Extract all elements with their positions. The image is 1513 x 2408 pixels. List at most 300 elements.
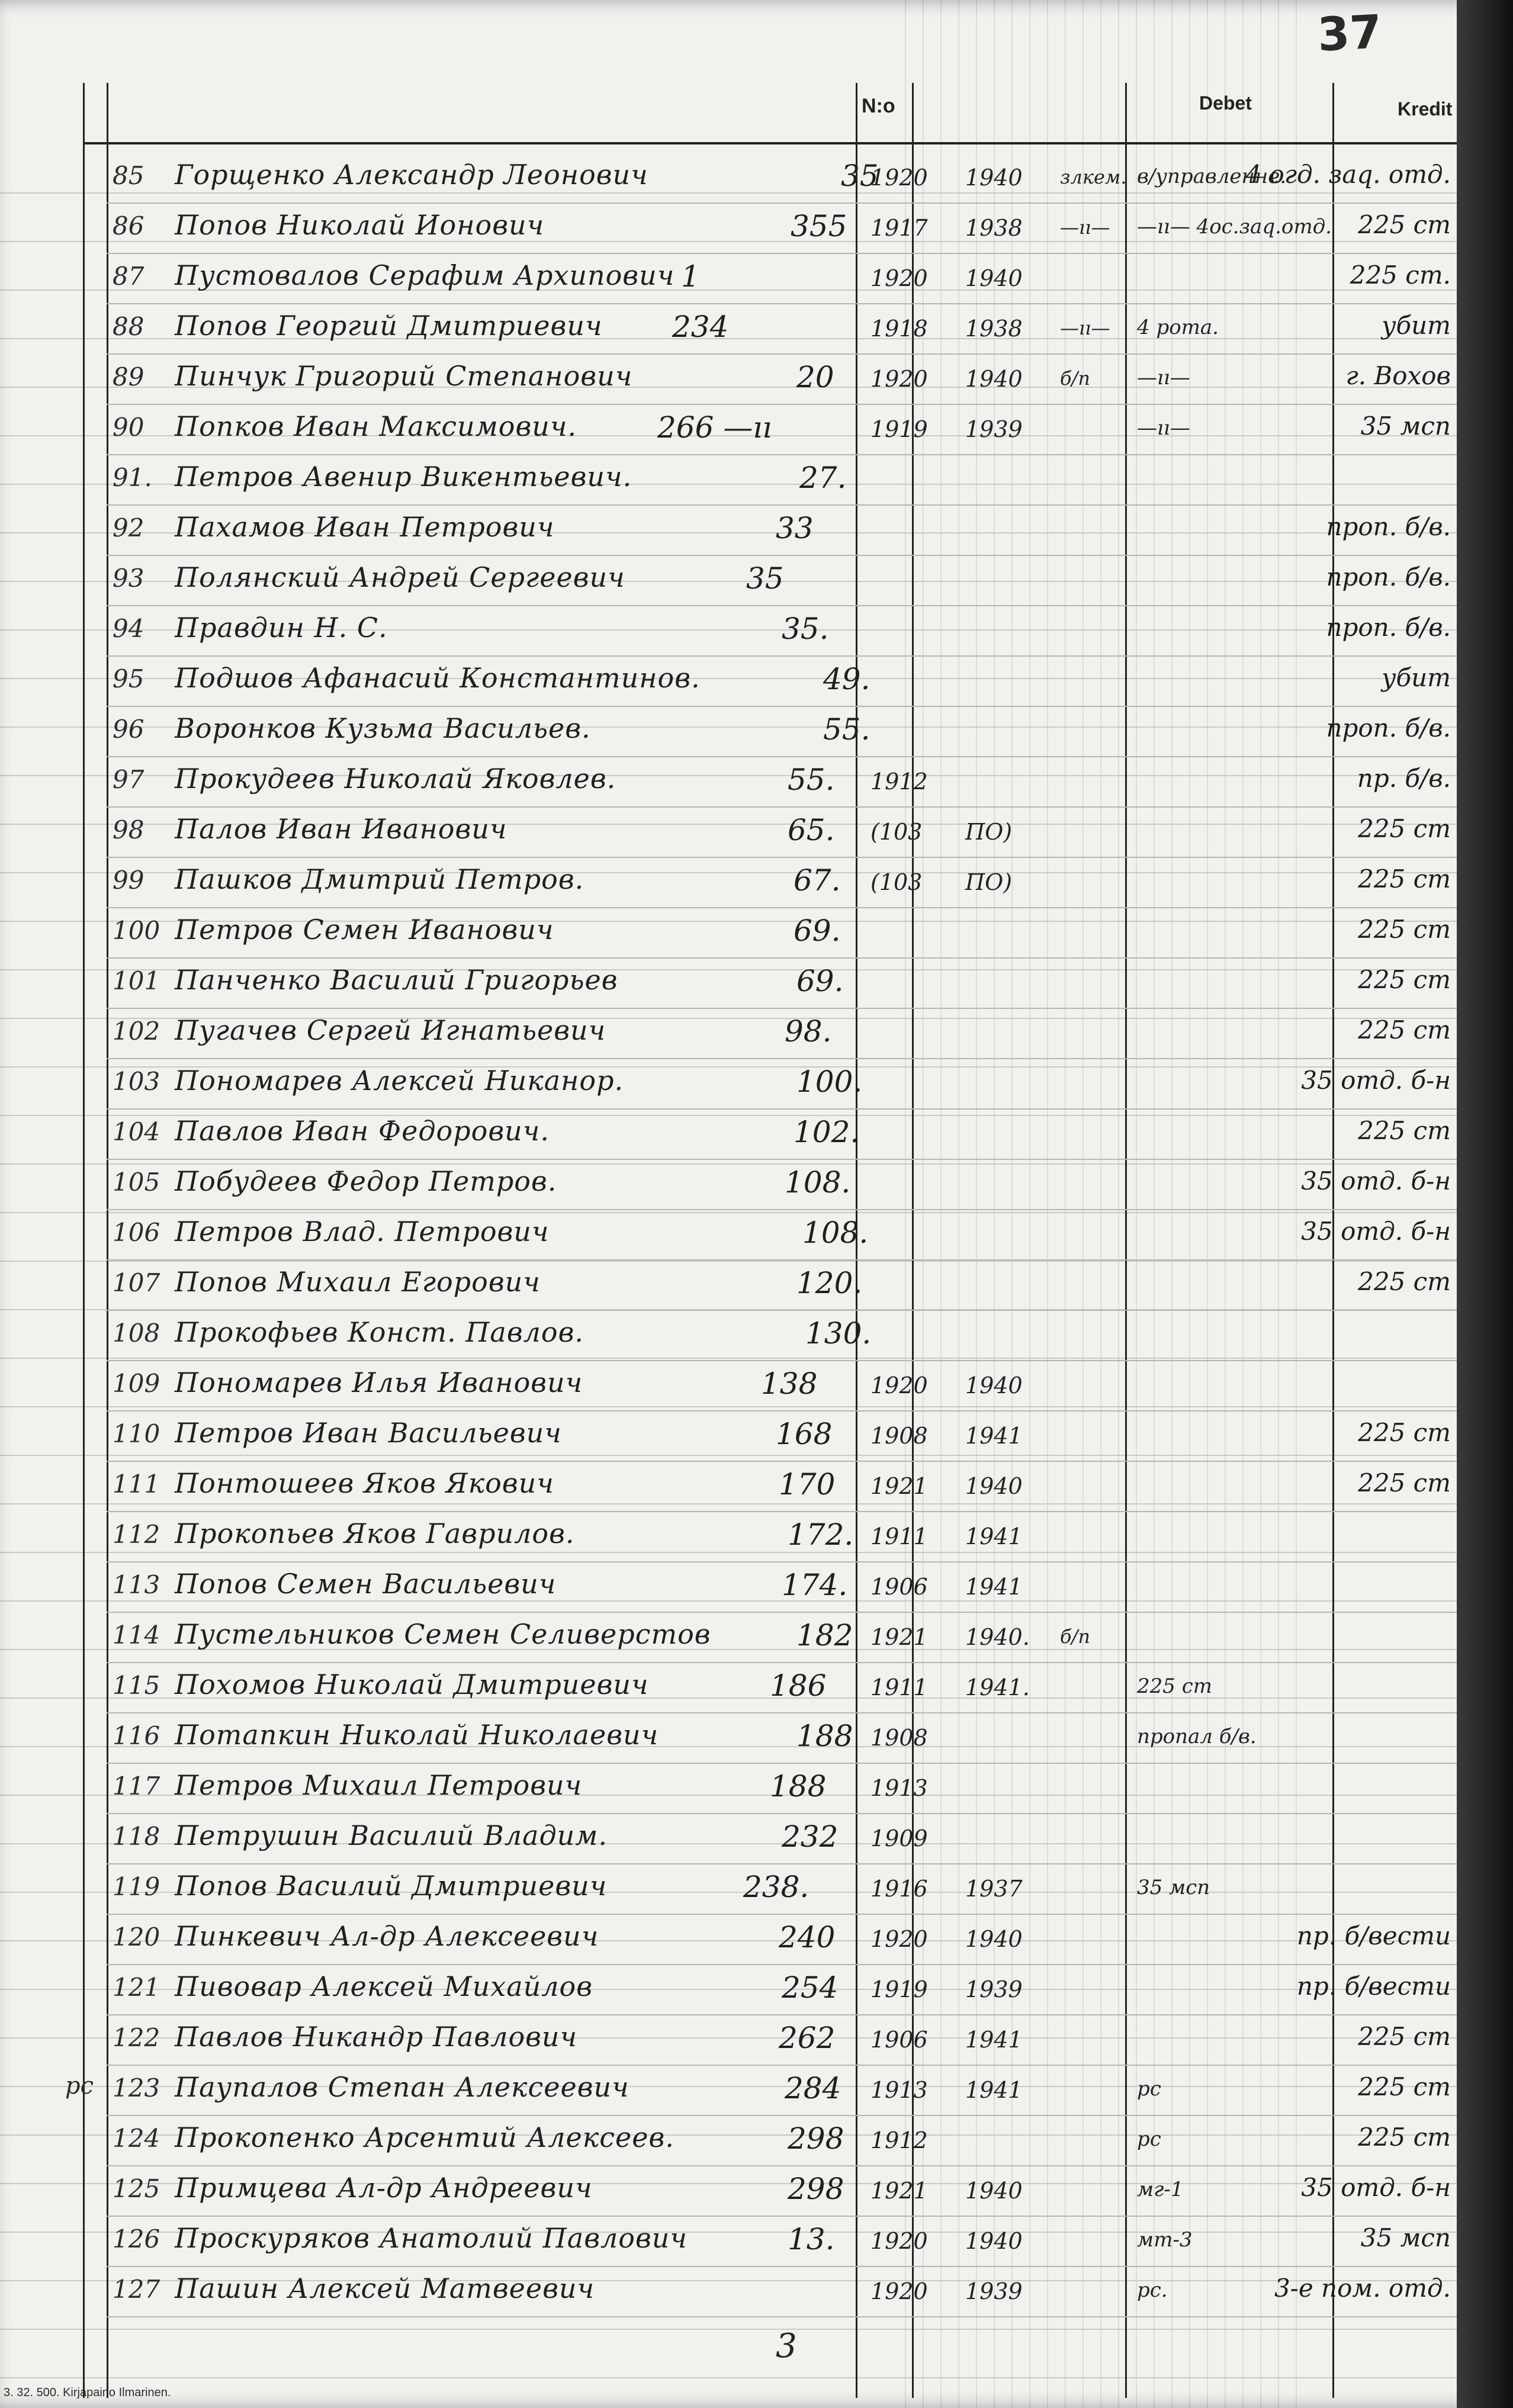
margin-note: рс: [65, 2072, 94, 2100]
kredit-entry: 225 ст: [1358, 1015, 1451, 1044]
call-up-year: 1940: [965, 2178, 1023, 2204]
person-name: Пономарев Илья Иванович: [175, 1367, 583, 1398]
register-number: 238.: [743, 1870, 809, 1904]
person-name: Пустельников Семен Селиверстов: [175, 1618, 711, 1650]
kredit-entry: 225 ст: [1358, 915, 1451, 944]
register-number: 298: [788, 2172, 844, 2206]
person-name: Попов Георгий Дмитриевич: [175, 310, 603, 342]
register-number: 108.: [802, 1216, 869, 1250]
row-number: 103: [113, 1067, 160, 1096]
header-rule: [83, 142, 1475, 144]
person-name: Петров Иван Васильевич: [175, 1417, 562, 1449]
row-number: 91.: [113, 463, 152, 492]
row-number: 121: [113, 1973, 160, 2002]
person-name: Попов Николай Ионович: [175, 209, 545, 241]
debet-entry: 225 ст: [1137, 1674, 1212, 1698]
table-row: [0, 2168, 1498, 2217]
row-rule: [107, 1763, 1463, 1764]
row-rule: [107, 1612, 1463, 1613]
register-number: 130.: [805, 1316, 872, 1351]
row-number: 119: [113, 1872, 160, 1901]
row-number: 96: [113, 715, 144, 744]
row-rule: [107, 655, 1463, 657]
row-rule: [107, 1159, 1463, 1160]
row-number: 118: [113, 1822, 160, 1851]
birth-year: 1920: [870, 2228, 928, 2254]
kredit-entry: проп. б/в.: [1326, 613, 1451, 642]
row-rule: [107, 907, 1463, 908]
register-number: 298: [788, 2121, 844, 2156]
row-rule: [107, 504, 1463, 506]
row-rule: [107, 1410, 1463, 1412]
row-number: 85: [113, 161, 144, 190]
row-rule: [107, 1914, 1463, 1915]
table-row: [0, 407, 1498, 455]
birth-year: 1920: [870, 165, 928, 191]
person-name: Петров Михаил Петрович: [175, 1769, 583, 1801]
kredit-entry: проп. б/в.: [1326, 713, 1451, 742]
kredit-entry: 35 отд. б-н: [1301, 2173, 1451, 2202]
row-rule: [107, 555, 1463, 556]
row-number: 101: [113, 966, 160, 995]
row-rule: [107, 857, 1463, 858]
kredit-entry: пр. б/вести: [1296, 1972, 1451, 2001]
kredit-entry: 225 ст: [1358, 1418, 1451, 1447]
row-number: 89: [113, 362, 144, 391]
kredit-entry: 225 ст: [1358, 814, 1451, 843]
register-number: 172.: [788, 1518, 854, 1552]
row-rule: [107, 957, 1463, 959]
birth-year: 1921: [870, 2178, 928, 2204]
debet-entry: мт-3: [1137, 2228, 1193, 2252]
register-number: 266 —ıı: [657, 410, 772, 445]
row-rule: [107, 454, 1463, 455]
table-row: [0, 1866, 1498, 1915]
call-up-year: 1941: [965, 2077, 1023, 2103]
row-number: 98: [113, 815, 144, 844]
call-up-year: 1937: [965, 1876, 1023, 1902]
header-debet: Debet: [1199, 92, 1252, 114]
call-up-year: 1941: [965, 1423, 1023, 1449]
row-rule: [107, 1058, 1463, 1059]
kredit-entry: 225 ст: [1358, 1267, 1451, 1296]
register-number: 35: [746, 561, 784, 596]
row-number: 87: [113, 262, 144, 291]
row-number: 127: [113, 2275, 160, 2304]
table-row: [0, 709, 1498, 757]
register-number: 240: [779, 1920, 836, 1954]
table-row: [0, 507, 1498, 556]
row-number: 92: [113, 513, 144, 542]
register-number: 69.: [794, 914, 841, 948]
kredit-entry: 35 мсп: [1360, 411, 1451, 441]
table-row: [0, 306, 1498, 355]
row-number: 88: [113, 312, 144, 341]
table-row: [0, 658, 1498, 707]
call-up-year: 1939: [965, 1976, 1023, 2002]
call-up-year: 1939: [965, 2278, 1023, 2304]
row-rule: [107, 2065, 1463, 2066]
call-up-year: 1940: [965, 1473, 1023, 1499]
register-number: 55.: [788, 763, 835, 797]
register-number: 55.: [823, 712, 870, 747]
printer-imprint: 3. 32. 500. Kirjapaino Ilmarinen.: [4, 2386, 171, 2399]
row-rule: [107, 353, 1463, 355]
person-name: Прокопенко Арсентий Алексеев.: [175, 2121, 674, 2153]
row-rule: [107, 1008, 1463, 1009]
person-name: Пашин Алексей Матвеевич: [175, 2272, 595, 2304]
row-rule: [107, 202, 1463, 204]
debet-entry: —ıı—: [1137, 416, 1190, 440]
birth-year: 1911: [870, 1674, 928, 1700]
table-row: [0, 1313, 1498, 1361]
call-up-year: 1938: [965, 316, 1023, 342]
row-rule: [107, 706, 1463, 707]
row-number: 93: [113, 564, 144, 593]
register-number: 65.: [788, 813, 835, 847]
call-up-year: 1940: [965, 165, 1023, 191]
row-number: 110: [113, 1419, 160, 1448]
table-row: [0, 960, 1498, 1009]
register-number: 254: [782, 1970, 839, 2005]
debet-entry: 35 мсп: [1137, 1876, 1210, 1899]
call-up-year: 1940: [965, 265, 1023, 291]
row-number: 126: [113, 2224, 160, 2253]
register-number: 1: [681, 259, 700, 294]
register-number: 108.: [785, 1165, 851, 1200]
birth-year: 1911: [870, 1523, 928, 1549]
call-up-year: 1940: [965, 366, 1023, 392]
birth-year: 1906: [870, 1574, 928, 1600]
kredit-entry: 225 ст: [1358, 1468, 1451, 1497]
table-row: [0, 910, 1498, 959]
row-rule: [107, 1108, 1463, 1110]
register-number: 170: [779, 1467, 836, 1502]
person-name: Похомов Николай Дмитриевич: [175, 1668, 649, 1700]
person-name: Палов Иван Иванович: [175, 813, 507, 845]
table-row: [0, 2017, 1498, 2066]
birth-year: 1913: [870, 2077, 928, 2103]
page-number: 37: [1316, 5, 1383, 62]
birth-year: 1920: [870, 366, 928, 392]
person-name: Прокопьев Яков Гаврилов.: [175, 1518, 575, 1549]
row-number: 122: [113, 2023, 160, 2052]
row-number: 111: [113, 1470, 160, 1499]
status-note: б/п: [1060, 367, 1090, 390]
row-rule: [107, 2316, 1463, 2317]
birth-year: 1909: [870, 1825, 928, 1851]
row-rule: [107, 303, 1463, 304]
kredit-entry: 4 огд. заq. отд.: [1245, 160, 1451, 189]
row-rule: [107, 806, 1463, 808]
person-name: Понтошеев Яков Якович: [175, 1467, 554, 1499]
row-number: 113: [113, 1570, 160, 1599]
row-rule: [107, 1360, 1463, 1361]
row-rule: [107, 1964, 1463, 1965]
row-number: 123: [113, 2073, 160, 2102]
table-row: [0, 1615, 1498, 1663]
row-number: 109: [113, 1369, 160, 1398]
table-row: [0, 1564, 1498, 1613]
register-number: 100.: [796, 1065, 863, 1099]
row-rule: [107, 1209, 1463, 1210]
person-name: Петров Семен Иванович: [175, 914, 554, 946]
register-number: 69.: [796, 964, 844, 998]
person-name: Проскуряков Анатолий Павлович: [175, 2222, 688, 2254]
row-number: 104: [113, 1117, 160, 1146]
row-rule: [107, 404, 1463, 405]
register-number: 27.: [799, 461, 847, 495]
call-up-year: 1941: [965, 2027, 1023, 2053]
table-row: [0, 558, 1498, 606]
register-number: 355: [791, 209, 847, 243]
call-up-year: 1940.: [965, 1624, 1030, 1650]
table-row: [0, 256, 1498, 304]
row-number: 102: [113, 1017, 160, 1046]
row-number: 116: [113, 1721, 160, 1750]
register-number: 120.: [796, 1266, 863, 1300]
row-rule: [107, 2266, 1463, 2267]
row-rule: [107, 1511, 1463, 1512]
kredit-entry: убит: [1382, 311, 1451, 340]
birth-year: 1912: [870, 2127, 928, 2153]
row-rule: [107, 1259, 1463, 1261]
birth-year: 1916: [870, 1876, 928, 1902]
birth-year: 1913: [870, 1775, 928, 1801]
kredit-entry: 225 ст: [1358, 210, 1451, 239]
person-name: Попов Семен Васильевич: [175, 1568, 557, 1600]
birth-year: 1920: [870, 2278, 928, 2304]
register-number: 98.: [785, 1014, 832, 1049]
table-row: [0, 759, 1498, 808]
person-name: Потапкин Николай Николаевич: [175, 1719, 659, 1751]
register-number: 35.: [782, 612, 829, 646]
table-row: [0, 2219, 1498, 2267]
row-rule: [107, 1712, 1463, 1713]
call-up-year: 1941: [965, 1523, 1023, 1549]
row-number: 106: [113, 1218, 160, 1247]
person-name: Пинчук Григорий Степанович: [175, 360, 633, 392]
row-rule: [107, 1461, 1463, 1462]
row-rule: [107, 1813, 1463, 1814]
table-row: [0, 1917, 1498, 1965]
table-row: [0, 1413, 1498, 1462]
register-number: 33: [776, 511, 814, 545]
debet-entry: 4 рота.: [1137, 316, 1219, 339]
debet-entry: рс: [1137, 2077, 1161, 2101]
person-name: Паупалов Степан Алексеевич: [175, 2071, 629, 2103]
table-row: [0, 205, 1498, 254]
birth-year: 1919: [870, 1976, 928, 2002]
person-name: Павлов Иван Федорович.: [175, 1115, 550, 1147]
row-number: 97: [113, 765, 144, 794]
person-name: Петров Влад. Петрович: [175, 1216, 550, 1248]
row-rule: [107, 2014, 1463, 2015]
table-row: [0, 1816, 1498, 1864]
register-number: 20: [796, 360, 834, 394]
kredit-entry: 35 отд. б-н: [1301, 1166, 1451, 1195]
birth-year: 1919: [870, 416, 928, 442]
row-number: 107: [113, 1268, 160, 1297]
register-number: 284: [785, 2071, 841, 2105]
register-number: 102.: [794, 1115, 860, 1149]
table-row: [0, 1212, 1498, 1261]
person-name: Пинкевич Ал-др Алексеевич: [175, 1920, 599, 1952]
table-row: [0, 1967, 1498, 2015]
register-number: 168: [776, 1417, 833, 1451]
row-number: 112: [113, 1520, 160, 1549]
debet-entry: рс: [1137, 2127, 1161, 2151]
header-kredit: Kredit: [1398, 98, 1453, 120]
debet-entry: рс.: [1137, 2278, 1168, 2302]
table-row: [0, 1665, 1498, 1713]
person-name: Попков Иван Максимович.: [175, 410, 577, 442]
table-row: [0, 1514, 1498, 1563]
person-name: Побудеев Федор Петров.: [175, 1165, 557, 1197]
kredit-entry: проп. б/в.: [1326, 562, 1451, 591]
row-number: 90: [113, 413, 144, 442]
table-row: [0, 2269, 1498, 2317]
call-up-year: ПО): [965, 869, 1013, 895]
debet-entry: —ıı—: [1137, 366, 1190, 390]
call-up-year: 1938: [965, 215, 1023, 241]
person-name: Пахамов Иван Петрович: [175, 511, 555, 543]
status-note: злкем.: [1060, 166, 1127, 188]
register-number: 138: [761, 1367, 818, 1401]
table-row: [0, 1766, 1498, 1814]
kredit-entry: 225 ст.: [1350, 261, 1451, 290]
row-number: 117: [113, 1772, 160, 1801]
kredit-entry: 225 ст: [1358, 2072, 1451, 2101]
register-number: 182: [796, 1618, 853, 1653]
person-name: Пономарев Алексей Никанор.: [175, 1065, 624, 1097]
row-number: 124: [113, 2124, 160, 2153]
table-row: [0, 457, 1498, 506]
person-name: Пивовар Алексей Михайлов: [175, 1970, 593, 2002]
table-row: [0, 1262, 1498, 1311]
debet-entry: мг-1: [1137, 2178, 1184, 2201]
call-up-year: 1941.: [965, 1674, 1030, 1700]
person-name: Правдин Н. С.: [175, 612, 388, 644]
debet-entry: —ıı— 4ос.заq.отд.: [1137, 215, 1332, 239]
register-number: 49.: [823, 662, 870, 696]
table-row: [0, 1715, 1498, 1764]
row-number: 100: [113, 916, 160, 945]
birth-year: 1906: [870, 2027, 928, 2053]
row-number: 108: [113, 1319, 160, 1348]
birth-year: (103: [870, 819, 923, 845]
person-name: Полянский Андрей Сергеевич: [175, 561, 625, 593]
row-rule: [107, 2165, 1463, 2166]
kredit-entry: г. Вохов: [1345, 361, 1451, 390]
birth-year: 1917: [870, 215, 928, 241]
book-binding: [1457, 0, 1513, 2408]
person-name: Пугачев Сергей Игнатьевич: [175, 1014, 606, 1046]
table-row: [0, 860, 1498, 908]
kredit-entry: 225 ст: [1358, 965, 1451, 994]
row-rule: [107, 605, 1463, 606]
birth-year: 1920: [870, 1926, 928, 1952]
status-note: б/п: [1060, 1625, 1090, 1648]
kredit-entry: 35 отд. б-н: [1301, 1217, 1451, 1246]
kredit-entry: 35 мсп: [1360, 2223, 1451, 2252]
kredit-entry: 225 ст: [1358, 2022, 1451, 2051]
kredit-entry: 3-е пом. отд.: [1274, 2274, 1451, 2303]
row-rule: [107, 1863, 1463, 1864]
person-name: Прокудеев Николай Яковлев.: [175, 763, 616, 795]
status-note: —ıı—: [1060, 216, 1110, 239]
table-row: [0, 1464, 1498, 1512]
table-row: [0, 155, 1498, 204]
register-number: 13.: [788, 2222, 835, 2256]
debet-entry: пропал б/в.: [1137, 1725, 1257, 1748]
person-name: Петрушин Василий Владим.: [175, 1819, 608, 1851]
table-row: [0, 608, 1498, 657]
birth-year: 1908: [870, 1423, 928, 1449]
birth-year: 1920: [870, 1372, 928, 1398]
person-name: Горщенко Александр Леонович: [175, 159, 648, 191]
kredit-entry: пр. б/вести: [1296, 1921, 1451, 1950]
row-number: 114: [113, 1621, 160, 1650]
row-number: 115: [113, 1671, 160, 1700]
person-name: Попов Василий Дмитриевич: [175, 1870, 608, 1902]
register-number: 232: [782, 1819, 839, 1854]
row-rule: [107, 1561, 1463, 1563]
kredit-entry: 35 отд. б-н: [1301, 1066, 1451, 1095]
register-number: 174.: [782, 1568, 848, 1602]
birth-year: 1921: [870, 1473, 928, 1499]
person-name: Пашков Дмитрий Петров.: [175, 863, 584, 895]
table-row: [0, 1162, 1498, 1210]
table-row: [0, 2118, 1498, 2166]
birth-year: 1921: [870, 1624, 928, 1650]
person-name: Панченко Василий Григорьев: [175, 964, 618, 996]
person-name: Пустовалов Серафим Архипович: [175, 259, 675, 291]
person-name: Примцева Ал-др Андреевич: [175, 2172, 593, 2204]
person-name: Воронков Кузьма Васильев.: [175, 712, 591, 744]
table-row: [0, 1111, 1498, 1160]
debet-entry: в/управленне.: [1137, 165, 1287, 188]
register-number: 35: [841, 159, 879, 193]
table-row: [0, 809, 1498, 858]
person-name: Павлов Никандр Павлович: [175, 2021, 578, 2053]
kredit-entry: проп. б/в.: [1326, 512, 1451, 541]
status-note: —ıı—: [1060, 317, 1110, 339]
call-up-year: 1941: [965, 1574, 1023, 1600]
birth-year: 1912: [870, 769, 928, 795]
call-up-year: 1940: [965, 2228, 1023, 2254]
row-rule: [107, 2115, 1463, 2116]
birth-year: (103: [870, 869, 923, 895]
kredit-entry: 225 ст: [1358, 2123, 1451, 2152]
row-number: 94: [113, 614, 144, 643]
kredit-entry: пр. б/в.: [1357, 764, 1451, 793]
person-name: Петров Авенир Викентьевич.: [175, 461, 632, 493]
person-name: Попов Михаил Егорович: [175, 1266, 541, 1298]
person-name: Подшов Афанасий Константинов.: [175, 662, 701, 694]
row-number: 105: [113, 1168, 160, 1197]
person-name: Прокофьев Конст. Павлов.: [175, 1316, 584, 1348]
register-number: 188: [770, 1769, 827, 1803]
birth-year: 1920: [870, 265, 928, 291]
register-number: 262: [779, 2021, 836, 2055]
header-no: N:o: [862, 95, 895, 117]
register-number: 67.: [794, 863, 841, 898]
table-row: [0, 2068, 1498, 2116]
row-number: 95: [113, 664, 144, 693]
table-row: [0, 1011, 1498, 1059]
register-number: 188: [796, 1719, 853, 1753]
